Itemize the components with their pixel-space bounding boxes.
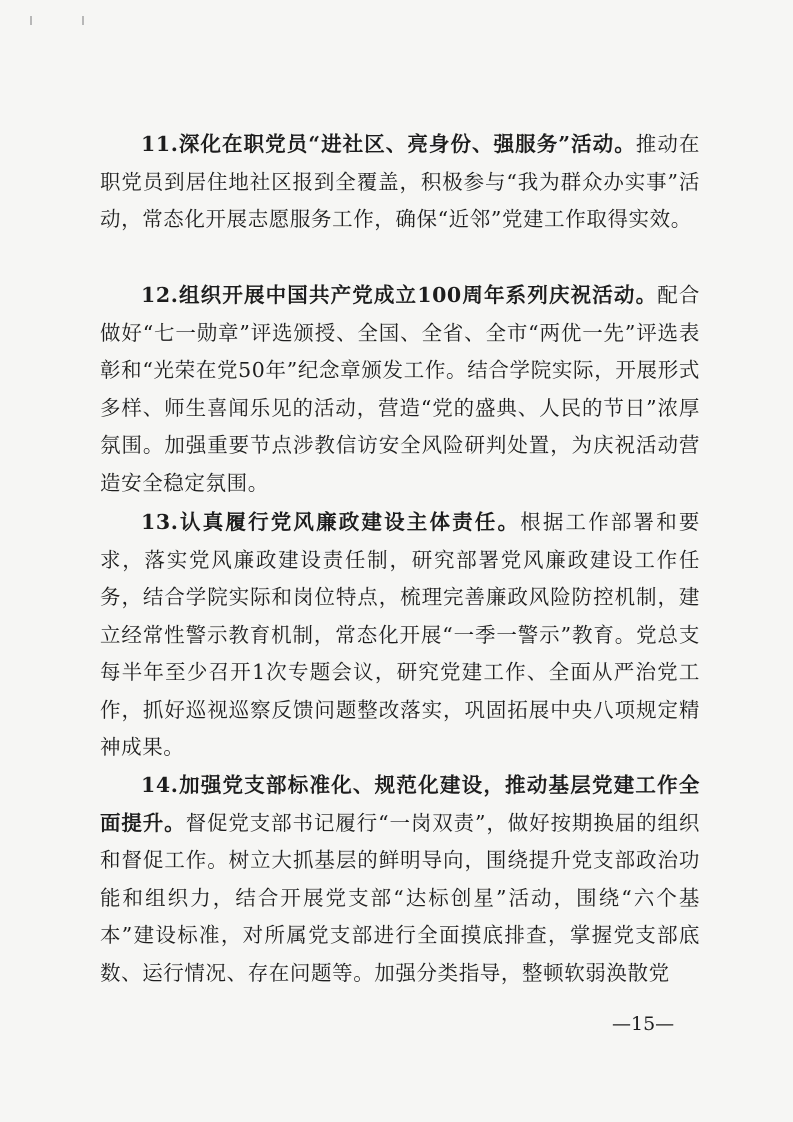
paragraph-body: 根据工作部署和要求，落实党风廉政建设责任制，研究部署党风廉政建设工作任务，结合学院实际和岗位特点，梳理完善廉政风险防控机制，建立经常性警示教育机制，常态化开展“一季一警示”教育。党总支每半年至少召开1次专题会议，研究党建工作、全面从严治党工作，抓好巡视巡察反馈问题整改落实，巩固拓展中央八项规定精神成果。: [100, 510, 700, 759]
paragraph-heading: 11.深化在职党员“进社区、亮身份、强服务”活动。: [141, 132, 636, 156]
scan-mark: [82, 16, 84, 25]
paragraph-heading: 14.加强党支部标准化、规范化建设，推动基层党建工作全面提升。: [100, 773, 700, 835]
paragraph-14: [100, 767, 700, 992]
paragraph-body: 推动在职党员到居住地社区报到全覆盖，积极参与“我为群众办实事”活动，常态化开展志愿服务工作，确保“近邻”党建工作取得实效。: [100, 132, 700, 231]
paragraph-13: [100, 504, 700, 767]
scan-mark: [30, 16, 32, 25]
paragraph-body: 督促党支部书记履行“一岗双责”，做好按期换届的组织和督促工作。树立大抓基层的鲜明导向，围绕提升党支部政治功能和组织力，结合开展党支部“达标创星”活动，围绕“六个基本”建设标准，对所属党支部进行全面摸底排查，掌握党支部底数、运行情况、存在问题等。加强分类指导，整顿软弱涣散党: [100, 810, 700, 985]
paragraph-body: 配合做好“七一勋章”评选颁授、全国、全省、全市“两优一先”评选表彰和“光荣在党50年”纪念章颁发工作。结合学院实际，开展形式多样、师生喜闻乐见的活动，营造“党的盛典、人民的节日”浓厚氛围。加强重要节点涉教信访安全风险研判处置，为庆祝活动营造安全稳定氛围。: [100, 283, 701, 495]
paragraph-heading: 13.认真履行党风廉政建设主体责任。: [141, 510, 521, 534]
paragraph-12: [100, 277, 700, 502]
page-number: —15—: [612, 1013, 675, 1035]
paragraph-11: [100, 126, 700, 239]
paragraph-heading: 12.组织开展中国共产党成立100周年系列庆祝活动。: [141, 283, 658, 307]
